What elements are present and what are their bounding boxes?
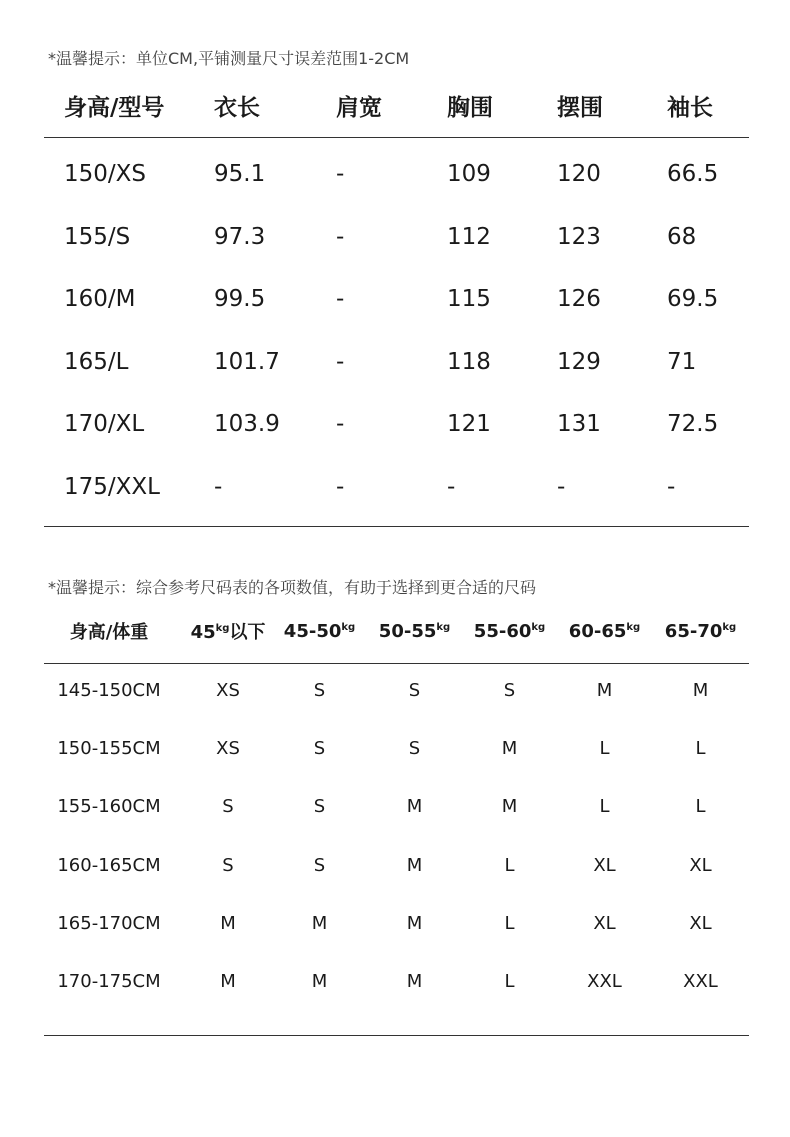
table-cell: L bbox=[599, 737, 610, 759]
table-cell: M bbox=[501, 737, 518, 759]
weight-suffix: 以下 bbox=[229, 622, 266, 643]
weight-range-label: 45-50 bbox=[283, 620, 342, 642]
header-chest: 胸围 bbox=[447, 94, 493, 121]
table-cell: 72.5 bbox=[667, 411, 719, 438]
header-hem: 摆围 bbox=[557, 94, 603, 121]
table-cell: 112 bbox=[447, 223, 491, 250]
table-row bbox=[44, 206, 749, 269]
table-cell: S bbox=[222, 854, 234, 876]
table-cell: M bbox=[406, 796, 423, 818]
table-cell: S bbox=[503, 679, 516, 701]
divider bbox=[44, 663, 749, 664]
table-cell: M bbox=[406, 854, 423, 876]
table-cell: L bbox=[504, 971, 515, 993]
table-row bbox=[44, 456, 749, 519]
weight-unit: kg bbox=[626, 621, 641, 633]
divider bbox=[44, 1035, 749, 1036]
table-cell: 97.3 bbox=[214, 223, 266, 250]
weight-range-label: 50-55 bbox=[378, 620, 437, 642]
table-row bbox=[44, 135, 749, 206]
table-cell: XL bbox=[593, 912, 616, 934]
table-cell: S bbox=[313, 737, 326, 759]
table-cell: 165/L bbox=[64, 348, 129, 375]
table-cell: 131 bbox=[557, 411, 601, 438]
weight-unit: kg bbox=[215, 623, 230, 634]
table-cell: 118 bbox=[447, 348, 491, 375]
weight-unit: kg bbox=[341, 621, 356, 633]
table-cell: L bbox=[504, 912, 515, 934]
table-cell: 145-150CM bbox=[57, 679, 161, 701]
table-cell: M bbox=[311, 971, 328, 993]
header-weight-range bbox=[272, 601, 367, 661]
table-cell: L bbox=[599, 796, 610, 818]
header-length: 衣长 bbox=[214, 94, 260, 121]
header-height-size: 身高/型号 bbox=[64, 94, 165, 121]
table-cell: XXL bbox=[683, 971, 718, 993]
table-cell: XS bbox=[216, 679, 240, 701]
header-weight-range bbox=[557, 601, 652, 661]
table-cell: 155-160CM bbox=[57, 796, 161, 818]
table-row bbox=[44, 331, 749, 394]
header-weight-range bbox=[184, 601, 272, 661]
table-cell: XS bbox=[216, 737, 240, 759]
table-cell: - bbox=[336, 161, 345, 188]
table-cell: 170-175CM bbox=[57, 971, 161, 993]
table-cell: 68 bbox=[667, 223, 697, 250]
table-cell: M bbox=[406, 971, 423, 993]
table-cell: XL bbox=[689, 854, 712, 876]
table-cell: S bbox=[313, 796, 326, 818]
table-cell: XXL bbox=[587, 971, 622, 993]
table-cell: 150-155CM bbox=[57, 737, 161, 759]
table-cell: 66.5 bbox=[667, 161, 719, 188]
weight-range-label: 45 bbox=[190, 622, 216, 643]
table-cell: 103.9 bbox=[214, 411, 280, 438]
table-cell: - bbox=[667, 473, 676, 500]
header-weight-range bbox=[367, 601, 462, 661]
table-row bbox=[44, 393, 749, 456]
table-cell: S bbox=[222, 796, 234, 818]
table-cell: - bbox=[557, 473, 566, 500]
table-cell: 165-170CM bbox=[57, 912, 161, 934]
table-cell: L bbox=[695, 737, 706, 759]
table-cell: M bbox=[220, 912, 236, 934]
table-cell: 101.7 bbox=[214, 348, 280, 375]
table-cell: - bbox=[336, 348, 345, 375]
table-cell: L bbox=[695, 796, 706, 818]
table-cell: M bbox=[311, 912, 328, 934]
table-row bbox=[44, 778, 749, 836]
table-cell: 160-165CM bbox=[57, 854, 161, 876]
table-cell: M bbox=[692, 679, 709, 701]
weight-unit: kg bbox=[531, 621, 546, 633]
table-cell: L bbox=[504, 854, 515, 876]
size-measurement-table bbox=[44, 75, 749, 518]
table-cell: - bbox=[336, 223, 345, 250]
table-row bbox=[44, 719, 749, 777]
header-weight-range bbox=[462, 601, 557, 661]
table-cell: 175/XXL bbox=[64, 473, 160, 500]
table-cell: M bbox=[220, 971, 236, 993]
table-header-row bbox=[44, 75, 749, 135]
table-cell: 115 bbox=[447, 286, 491, 313]
table-cell: M bbox=[406, 912, 423, 934]
table-cell: S bbox=[408, 679, 421, 701]
table-cell: 95.1 bbox=[214, 161, 266, 188]
table-cell: - bbox=[447, 473, 456, 500]
table-cell: - bbox=[336, 286, 345, 313]
table-cell: 126 bbox=[557, 286, 601, 313]
table-row bbox=[44, 894, 749, 952]
size-reference-note: *温馨提示：综合参考尺码表的各项数值，有助于选择到更合适的尺码 bbox=[48, 578, 537, 597]
weight-unit: kg bbox=[436, 621, 451, 633]
table-cell: 71 bbox=[667, 348, 697, 375]
table-cell: S bbox=[313, 854, 326, 876]
table-row bbox=[44, 952, 749, 1010]
table-cell: M bbox=[596, 679, 613, 701]
weight-range-label: 65-70 bbox=[664, 620, 723, 642]
table-cell: 120 bbox=[557, 161, 601, 188]
table-row bbox=[44, 661, 749, 719]
table-row bbox=[44, 836, 749, 894]
table-cell: 121 bbox=[447, 411, 491, 438]
weight-unit: kg bbox=[722, 621, 737, 633]
table-cell: - bbox=[336, 411, 345, 438]
table-cell: 129 bbox=[557, 348, 601, 375]
table-cell: - bbox=[214, 473, 223, 500]
table-cell: 99.5 bbox=[214, 286, 266, 313]
table-cell: XL bbox=[689, 912, 712, 934]
table-cell: 160/M bbox=[64, 286, 136, 313]
table-cell: S bbox=[408, 737, 421, 759]
table-cell: M bbox=[501, 796, 518, 818]
measurement-note: *温馨提示：单位CM,平铺测量尺寸误差范围1-2CM bbox=[48, 49, 410, 68]
table-cell: 123 bbox=[557, 223, 601, 250]
table-cell: 150/XS bbox=[64, 161, 147, 188]
weight-range-label: 55-60 bbox=[473, 620, 532, 642]
header-shoulder: 肩宽 bbox=[336, 94, 382, 121]
table-cell: XL bbox=[593, 854, 616, 876]
weight-range-label: 60-65 bbox=[568, 620, 627, 642]
header-weight-range bbox=[652, 601, 749, 661]
divider bbox=[44, 137, 749, 138]
header-height-weight: 身高/体重 bbox=[69, 622, 149, 643]
table-cell: 155/S bbox=[64, 223, 131, 250]
table-row bbox=[44, 268, 749, 331]
divider bbox=[44, 526, 749, 527]
table-cell: 69.5 bbox=[667, 286, 719, 313]
header-sleeve: 袖长 bbox=[667, 94, 713, 121]
table-cell: S bbox=[313, 679, 326, 701]
table-header-row bbox=[44, 601, 749, 661]
table-cell: - bbox=[336, 473, 345, 500]
table-cell: 109 bbox=[447, 161, 491, 188]
table-cell: 170/XL bbox=[64, 411, 145, 438]
